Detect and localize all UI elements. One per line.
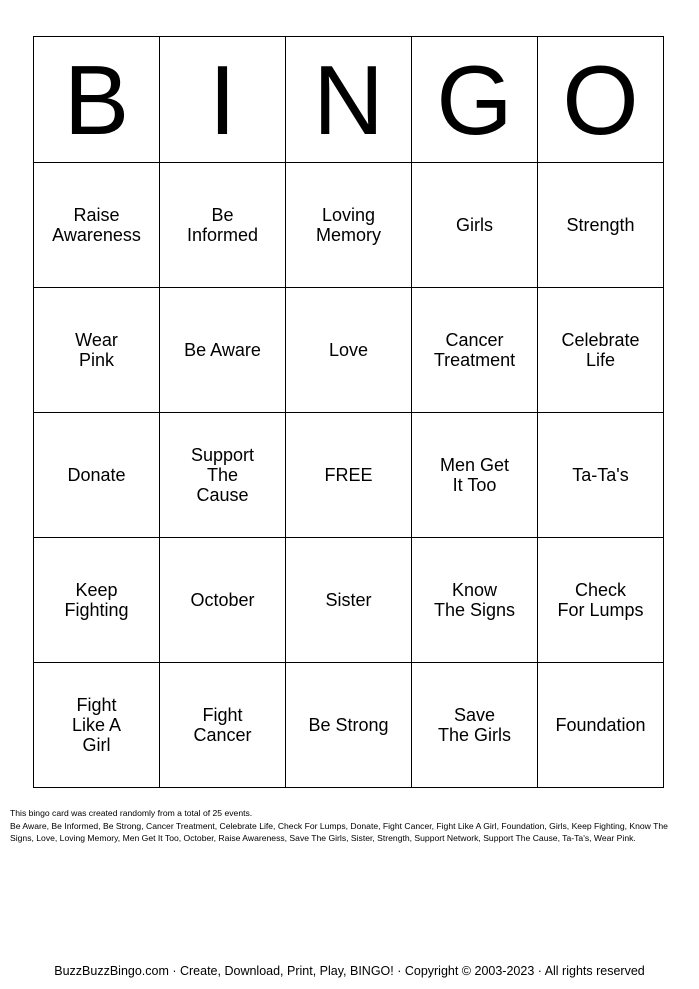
cell-text: Celebrate Life: [561, 330, 640, 370]
cell-text: Save The Girls: [437, 705, 511, 745]
bingo-header-row: [34, 37, 664, 163]
bingo-row: [34, 163, 664, 288]
bingo-cell: [412, 413, 538, 538]
bingo-row: [34, 413, 664, 538]
bingo-cell: [412, 538, 538, 663]
bingo-cell: [160, 413, 286, 538]
bingo-cell: [538, 163, 664, 288]
cell-text: Raise Awareness: [52, 205, 141, 245]
bingo-cell: [538, 413, 664, 538]
header-letter-i: I: [160, 37, 286, 163]
cell-text: Girls: [456, 215, 493, 235]
cell-text: Know The Signs: [433, 580, 516, 620]
bingo-cell: [160, 663, 286, 788]
cell-text: Ta-Ta's: [572, 465, 629, 485]
header-letter-n: N: [286, 37, 412, 163]
header-letter-b: B: [34, 37, 160, 163]
cell-text: Strength: [566, 215, 635, 235]
bingo-row: [34, 663, 664, 788]
cell-text: Love: [328, 340, 369, 360]
free-space-text: FREE: [324, 465, 373, 485]
footnote: [10, 807, 692, 845]
bingo-row: [34, 288, 664, 413]
bingo-cell: [412, 663, 538, 788]
bingo-cell: [286, 288, 412, 413]
bingo-cell: [412, 163, 538, 288]
cell-text: Check For Lumps: [557, 580, 644, 620]
bingo-card: [33, 36, 664, 788]
bingo-row: [34, 538, 664, 663]
bingo-cell: [538, 288, 664, 413]
cell-text: Cancer Treatment: [433, 330, 516, 370]
cell-text: Be Informed: [186, 205, 259, 245]
bingo-cell: [412, 288, 538, 413]
free-space-cell: [286, 413, 412, 538]
cell-text: Be Aware: [184, 340, 261, 360]
bingo-cell: [160, 163, 286, 288]
cell-text: Men Get It Too: [439, 455, 510, 495]
cell-text: Sister: [325, 590, 372, 610]
bingo-cell: [34, 538, 160, 663]
footnote-intro: This bingo card was created randomly from a total of 25 events.: [10, 808, 253, 818]
bingo-cell: [286, 663, 412, 788]
bingo-cell: [34, 663, 160, 788]
header-letter-g: G: [412, 37, 538, 163]
cell-text: Support The Cause: [190, 445, 255, 505]
bingo-cell: [286, 163, 412, 288]
bingo-cell: [160, 288, 286, 413]
cell-text: Foundation: [555, 715, 646, 735]
cell-text: Wear Pink: [75, 330, 118, 370]
footnote-event-list: Be Aware, Be Informed, Be Strong, Cancer Treatment, Celebrate Life, Check For Lumps, Donate, Fight Cancer, Fight Like A Girl, Foundation, Girls, Keep Fighting, Know The Signs, Love, Loving Memory, Men Get It Too, October, Raise Awareness, Save The Girls, Sister, Strength, Support Network, Support The Cause, Ta-Ta's, Wear Pink.: [10, 820, 668, 844]
cell-text: October: [190, 590, 255, 610]
bingo-cell: [538, 663, 664, 788]
cell-text: Fight Like A Girl: [71, 695, 122, 755]
bingo-cell: [34, 163, 160, 288]
cell-text: Donate: [67, 465, 126, 485]
footer-copyright: BuzzBuzzBingo.com · Create, Download, Print, Play, BINGO! · Copyright © 2003-2023 · All rights reserved: [54, 964, 645, 978]
bingo-cell: [286, 538, 412, 663]
bingo-cell: [34, 288, 160, 413]
cell-text: Fight Cancer: [193, 705, 252, 745]
cell-text: Be Strong: [308, 715, 389, 735]
bingo-cell: [538, 538, 664, 663]
cell-text: Keep Fighting: [64, 580, 129, 620]
cell-text: Loving Memory: [315, 205, 381, 245]
header-letter-o: O: [538, 37, 664, 163]
bingo-cell: [160, 538, 286, 663]
bingo-cell: [34, 413, 160, 538]
